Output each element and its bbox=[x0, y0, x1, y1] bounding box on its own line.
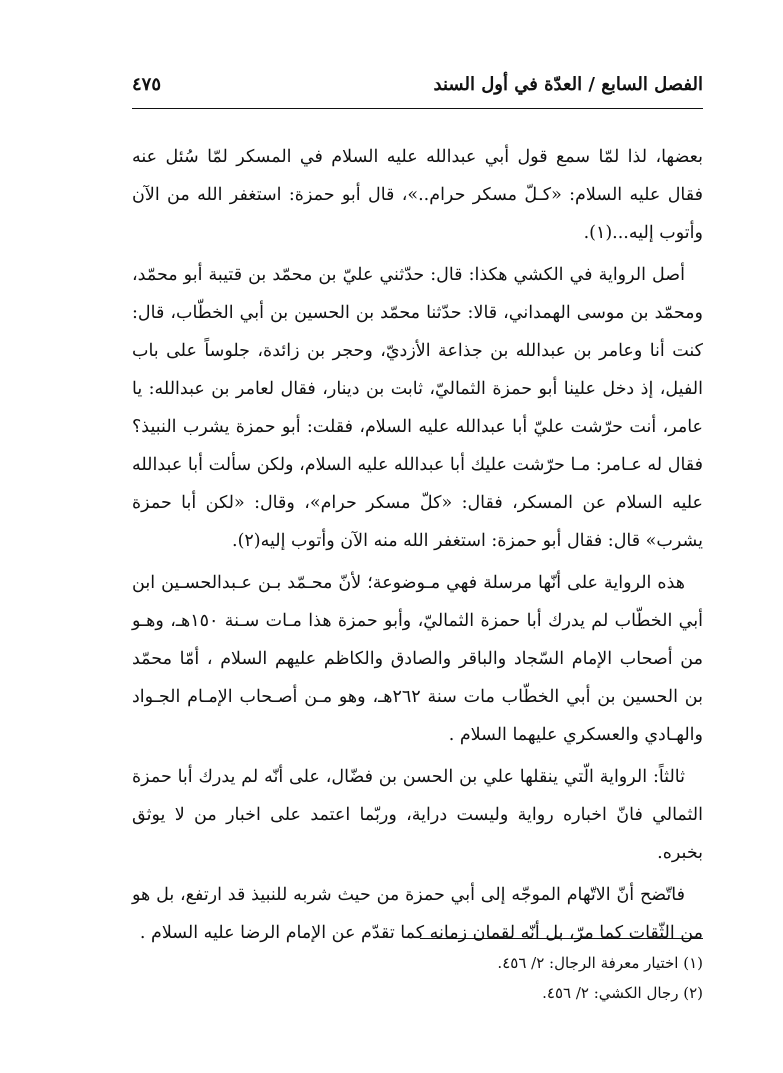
header-divider bbox=[132, 108, 703, 109]
paragraph: فاتّضح أنّ الاتّهام الموجّه إلى أبي حمزة من حيث شربه للنبيذ قد ارتفع، بل هو من الثّقات كما مرّ، بل أنّه لقمان زمانه كما تقدّم عن الإمام الرضا عليه السلام . bbox=[132, 885, 703, 943]
page-number: ٤٧٥ bbox=[132, 74, 162, 95]
paragraph: هذه الرواية على أنّها مرسلة فهي مـوضوعة؛ لأنّ محـمّد بـن عـبدالحسـين ابن أبي الخطّاب لم يدرك أبا حمزة الثماليّ، وأبو حمزة هذا مـات سـنة ١٥٠هـ، وهـو من أصحاب الإمام السّجاد والباقر والصادق والكاظم عليهم السلام ، أمّا محمّد بن الحسين بن أبي الخطّاب مات سنة ٢٦٢هـ، وهو مـن أصـحاب الإمـام الجـواد والهـادي والعسكري عليهما السلام . bbox=[132, 573, 703, 745]
footnote-divider bbox=[420, 938, 703, 939]
chapter-title: الفصل السابع / العدّة في أول السند bbox=[433, 74, 703, 95]
body-text bbox=[132, 138, 703, 956]
footnote: (١) اختيار معرفة الرجال: ٢/ ٤٥٦. bbox=[497, 954, 703, 972]
paragraph: بعضها، لذا لمّا سمع قول أبي عبدالله عليه السلام في المسكر لمّا سُئل عنه فقال عليه السلام: «كـلّ مسكر حرام..»، قال أبو حمزة: استغفر الله من الآن وأتوب إليه...(١). bbox=[132, 147, 703, 243]
paragraph: أصل الرواية في الكشي هكذا: قال: حدّثني عليّ بن محمّد بن قتيبة أبو محمّد، ومحمّد بن موسى الهمداني، قالا: حدّثنا محمّد بن الحسين بن أبي الخطّاب، قال: كنت أنا وعامر بن عبدالله بن جذاعة الأزديّ، وحجر بن زائدة، جلوساً على باب الفيل، إذ دخل علينا أبو حمزة الثماليّ، ثابت بن دينار، فقال لعامر بن عبدالله: يا عامر، أنت حرّشت عليّ أبا عبدالله عليه السلام، فقلت: أبو حمزة يشرب النبيذ؟ فقال له عـامر: مـا حرّشت عليك أبا عبدالله عليه السلام، ولكن سألت أبا عبدالله عليه السلام عن المسكر، فقال: «كلّ مسكر حرام»، وقال: «لكن أبا حمزة يشرب» قال: فقال أبو حمزة: استغفر الله منه الآن وأتوب إليه(٢). bbox=[132, 265, 703, 551]
running-header bbox=[132, 74, 703, 104]
footnote: (٢) رجال الكشي: ٢/ ٤٥٦. bbox=[542, 984, 703, 1002]
footnotes bbox=[132, 948, 703, 1008]
paragraph: ثالثاً: الرواية الّتي ينقلها علي بن الحسن بن فضّال، على أنّه لم يدرك أبا حمزة الثمالي فانّ اخباره رواية وليست دراية، وربّما اعتمد على اخبار من لا يوثق بخبره. bbox=[132, 767, 703, 863]
